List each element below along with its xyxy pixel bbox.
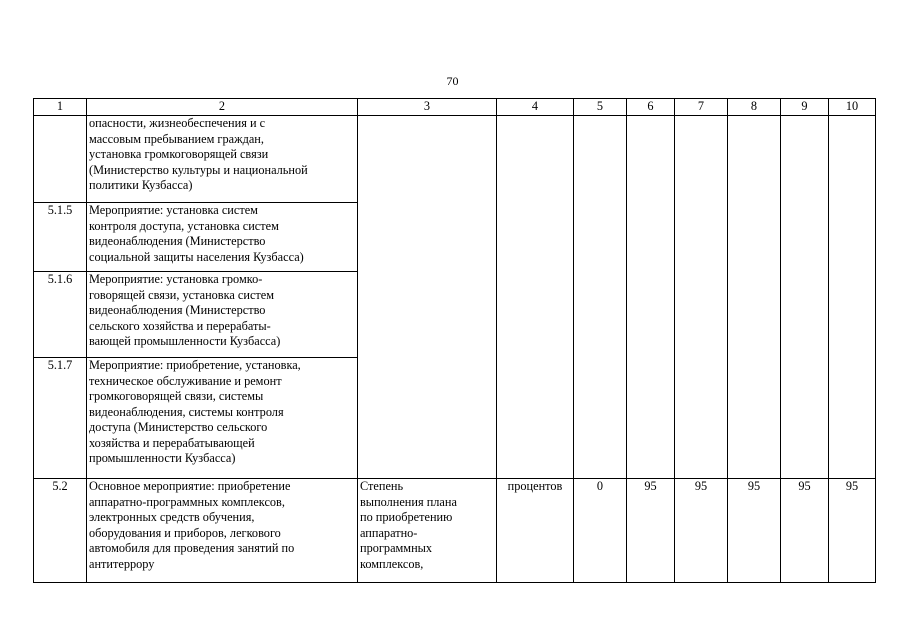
value-cell-empty — [574, 116, 627, 479]
value-cell: 95 — [781, 479, 829, 583]
value-cell: 95 — [627, 479, 675, 583]
table-row — [34, 479, 876, 583]
value-cell-empty — [781, 116, 829, 479]
indicator-cell-empty — [358, 116, 497, 479]
row-number — [34, 116, 87, 203]
header-col-5: 5 — [574, 99, 627, 116]
value-cell-empty — [829, 116, 876, 479]
indicator-table — [33, 98, 876, 583]
value-cell: 95 — [829, 479, 876, 583]
value-cell: 0 — [574, 479, 627, 583]
header-col-8: 8 — [728, 99, 781, 116]
row-number: 5.1.5 — [34, 203, 87, 272]
value-cell: 95 — [675, 479, 728, 583]
header-col-3: 3 — [358, 99, 497, 116]
table-row — [34, 116, 876, 203]
value-cell-empty — [675, 116, 728, 479]
indicator-cell: Степень выполнения плана по приобретению аппаратно- программных комплексов, — [358, 479, 497, 583]
row-description: Мероприятие: установка громко- говорящей связи, установка систем видеонаблюдения (Министерство сельского хозяйства и перерабаты- вающей промышленности Кузбасса) — [87, 272, 358, 358]
header-col-4: 4 — [497, 99, 574, 116]
value-cell-empty — [728, 116, 781, 479]
unit-cell: процентов — [497, 479, 574, 583]
value-cell: 95 — [728, 479, 781, 583]
header-col-10: 10 — [829, 99, 876, 116]
row-description: Основное мероприятие: приобретение аппаратно-программных комплексов, электронных средств обучения, оборудования и приборов, легкового автомобиля для проведения занятий по антитеррору — [87, 479, 358, 583]
header-col-6: 6 — [627, 99, 675, 116]
header-row — [34, 99, 876, 116]
header-col-1: 1 — [34, 99, 87, 116]
unit-cell-empty — [497, 116, 574, 479]
row-number: 5.1.6 — [34, 272, 87, 358]
row-description: опасности, жизнеобеспечения и с массовым пребыванием граждан, установка громкоговорящей связи (Министерство культуры и национальной политики Кузбасса) — [87, 116, 358, 203]
value-cell-empty — [627, 116, 675, 479]
row-description: Мероприятие: установка систем контроля доступа, установка систем видеонаблюдения (Министерство социальной защиты населения Кузбасса) — [87, 203, 358, 272]
row-description: Мероприятие: приобретение, установка, техническое обслуживание и ремонт громкоговорящей связи, системы видеонаблюдения, системы контроля доступа (Министерство сельского хозяйства и перерабатывающей промышленности Кузбасса) — [87, 358, 358, 479]
header-col-2: 2 — [87, 99, 358, 116]
page-number: 70 — [446, 74, 459, 88]
row-number: 5.1.7 — [34, 358, 87, 479]
header-col-7: 7 — [675, 99, 728, 116]
row-number: 5.2 — [34, 479, 87, 583]
header-col-9: 9 — [781, 99, 829, 116]
